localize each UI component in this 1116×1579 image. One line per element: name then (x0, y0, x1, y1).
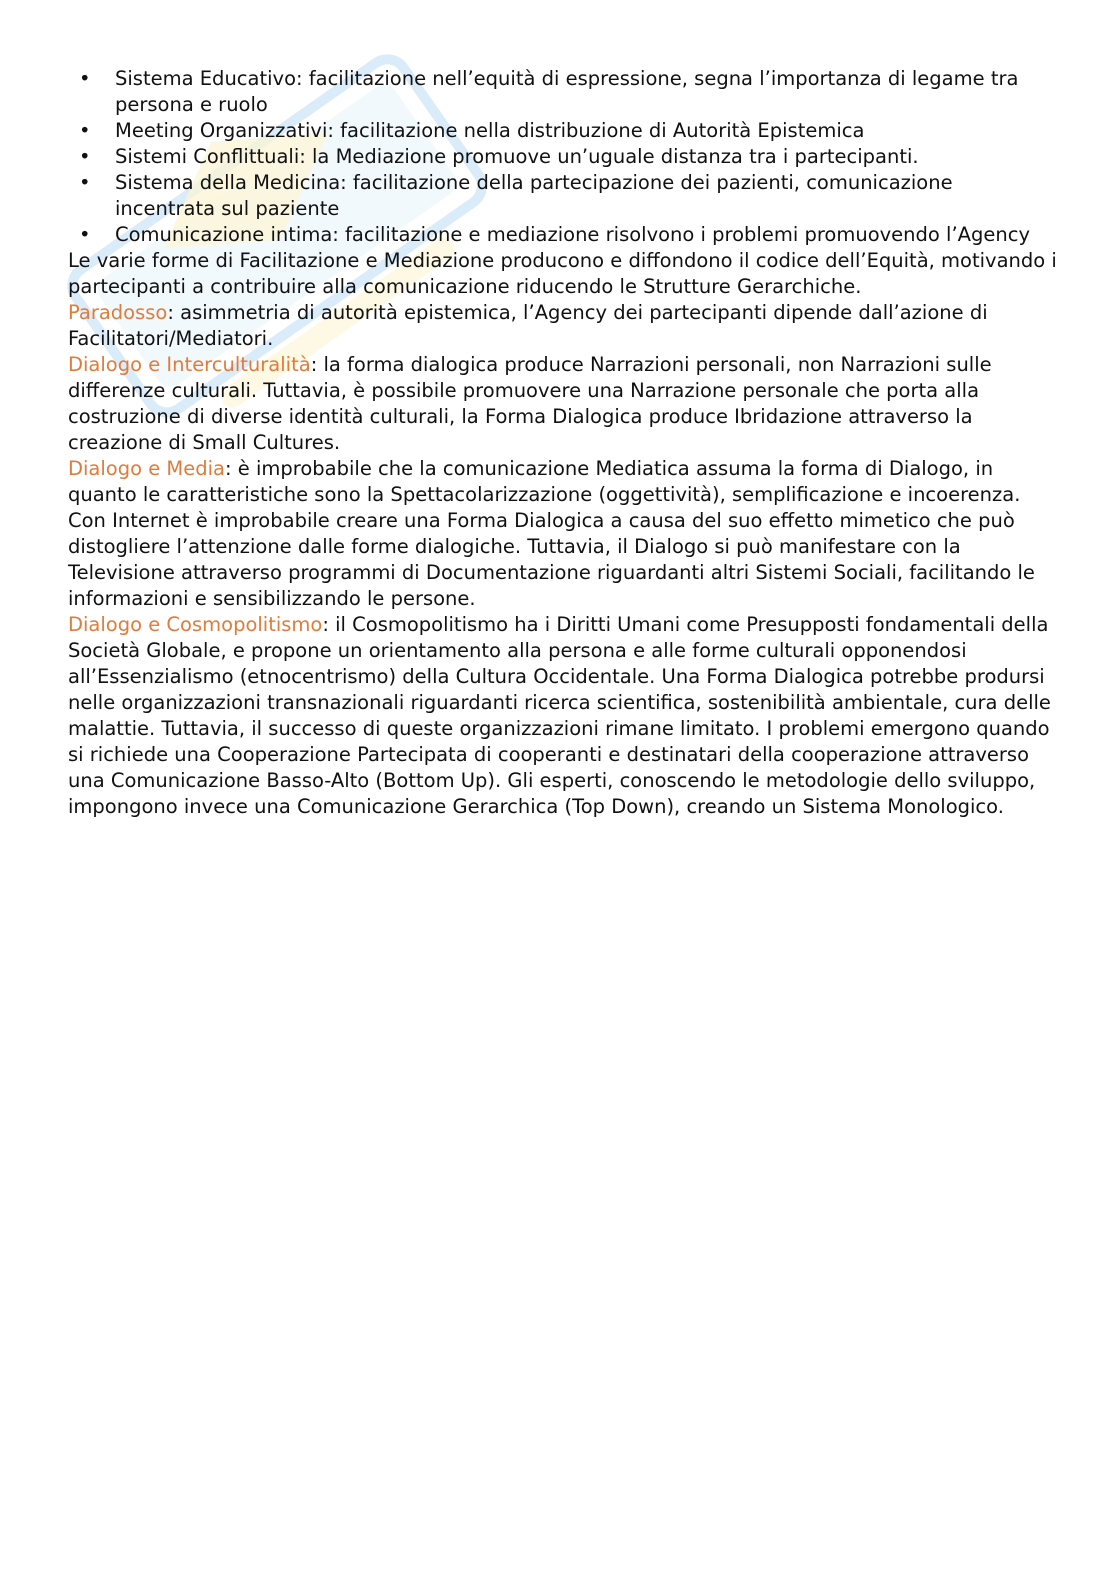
media-text: : è improbabile che la comunicazione Mediatica assuma la forma di Dialogo, in quanto le caratteristiche sono la Spettacolarizzazione (oggettività), semplificazione e incoerenza. Con Internet è improbabile creare una Forma Dialogica a causa del suo effetto mimetico che può distogliere l’attenzione dalle forme dialogiche. Tuttavia, il Dialogo si può manifestare con la Televisione attraverso programmi di Documentazione riguardanti altri Sistemi Sociali, facilitando le informazioni e sensibilizzando le persone. (68, 457, 1035, 610)
list-item (68, 144, 1058, 170)
bullet-icon: • (79, 145, 91, 168)
media-paragraph (68, 456, 1058, 612)
bullet-icon: • (79, 171, 91, 194)
bullet-list (68, 66, 1058, 248)
list-item-text: Sistemi Conflittuali: la Mediazione promuove un’uguale distanza tra i partecipanti. (115, 145, 919, 168)
list-item (68, 222, 1058, 248)
paradosso-text: : asimmetria di autorità epistemica, l’Agency dei partecipanti dipende dall’azione di Facilitatori/Mediatori. (68, 301, 988, 350)
bullet-icon: • (79, 223, 91, 246)
intercultura-heading: Dialogo e Interculturalità (68, 353, 311, 376)
paradosso-paragraph (68, 300, 1058, 352)
cosmopolitismo-text: : il Cosmopolitismo ha i Diritti Umani come Presupposti fondamentali della Società Globale, e propone un orientamento alla persona e alle forme culturali opponendosi all’Essenzialismo (etnocentrismo) della Cultura Occidentale. Una Forma Dialogica potrebbe prodursi nelle organizzazioni transnazionali riguardanti ricerca scientifica, sostenibilità ambientale, cura delle malattie. Tuttavia, il successo di queste organizzazioni rimane limitato. I problemi emergono quando si richiede una Cooperazione Partecipata di cooperanti e destinatari della cooperazione attraverso una Comunicazione Basso-Alto (Bottom Up). Gli esperti, conoscendo le metodologie dello sviluppo, impongono invece una Comunicazione Gerarchica (Top Down), creando un Sistema Monologico. (68, 613, 1051, 818)
list-item-text: Sistema della Medicina: facilitazione della partecipazione dei pazienti, comunicazione incentrata sul paziente (115, 171, 953, 220)
list-item-text: Comunicazione intima: facilitazione e mediazione risolvono i problemi promuovendo l’Agency (115, 223, 1030, 246)
list-item-text: Meeting Organizzativi: facilitazione nella distribuzione di Autorità Epistemica (115, 119, 865, 142)
media-heading: Dialogo e Media (68, 457, 225, 480)
intro-paragraph: Le varie forme di Facilitazione e Mediazione producono e diffondono il codice dell’Equità, motivando i partecipanti a contribuire alla comunicazione riducendo le Strutture Gerarchiche. (68, 249, 1057, 298)
cosmopolitismo-paragraph (68, 612, 1058, 820)
list-item (68, 170, 1058, 222)
list-item-text: Sistema Educativo: facilitazione nell’equità di espressione, segna l’importanza di legame tra persona e ruolo (115, 67, 1019, 116)
list-item (68, 66, 1058, 118)
bullet-icon: • (79, 67, 91, 90)
intercultura-text: : la forma dialogica produce Narrazioni personali, non Narrazioni sulle differenze culturali. Tuttavia, è possibile promuovere una Narrazione personale che porta alla costruzione di diverse identità culturali, la Forma Dialogica produce Ibridazione attraverso la creazione di Small Cultures. (68, 353, 992, 454)
bullet-icon: • (79, 119, 91, 142)
paradosso-heading: Paradosso (68, 301, 168, 324)
document-content (68, 66, 1058, 820)
list-item (68, 118, 1058, 144)
intercultura-paragraph (68, 352, 1058, 456)
cosmopolitismo-heading: Dialogo e Cosmopolitismo (68, 613, 323, 636)
